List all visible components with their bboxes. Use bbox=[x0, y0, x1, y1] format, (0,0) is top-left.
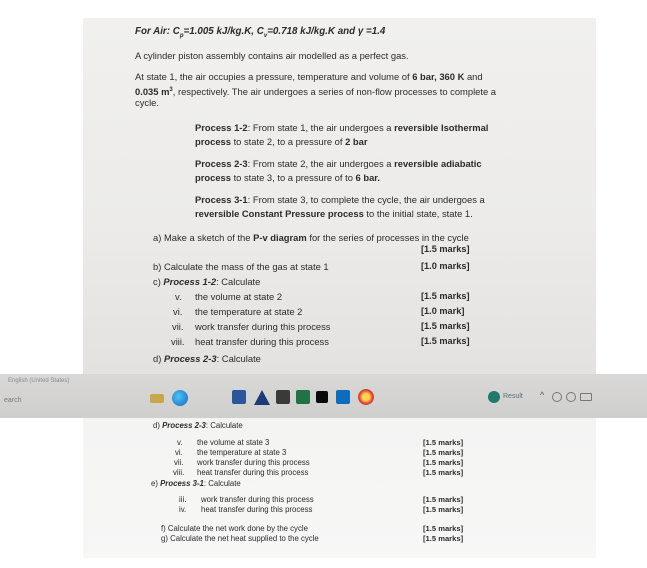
d-item-num: vii. bbox=[174, 458, 184, 467]
e-item-marks: [1.5 marks] bbox=[423, 505, 464, 514]
lower-d-label: d) bbox=[153, 421, 163, 430]
volume-icon[interactable] bbox=[566, 392, 576, 402]
question-c-label: c) bbox=[153, 276, 164, 287]
process-3-1-line-1 bbox=[195, 194, 485, 206]
c-item-num: v. bbox=[175, 291, 182, 302]
lower-document-photo bbox=[83, 418, 596, 558]
lower-e-process: Process 3-1 bbox=[160, 479, 204, 488]
process-1-2-pressure: 2 bar bbox=[345, 136, 368, 147]
question-c-process: Process 1-2 bbox=[163, 276, 217, 287]
d-item-text: the volume at state 3 bbox=[197, 438, 270, 447]
c-item-text: the temperature at state 2 bbox=[195, 306, 303, 317]
c-item-num: viii. bbox=[171, 336, 185, 347]
d-item-num: viii. bbox=[173, 468, 185, 477]
e-item-text: heat transfer during this process bbox=[201, 505, 313, 514]
d-item-marks: [1.5 marks] bbox=[423, 438, 464, 447]
question-f-marks: [1.5 marks] bbox=[423, 524, 464, 533]
c-item-marks: [1.5 marks] bbox=[421, 336, 470, 346]
store-icon[interactable] bbox=[276, 390, 290, 404]
lower-e-rest: : Calculate bbox=[203, 479, 241, 488]
e-item-num: iii. bbox=[179, 495, 187, 504]
process-2-3-line-2 bbox=[195, 172, 380, 184]
for-air-label: For Air: bbox=[135, 26, 171, 37]
process-3-1-title: Process 3-1 bbox=[195, 194, 248, 205]
battery-icon[interactable] bbox=[580, 393, 592, 401]
question-c-rest: : Calculate bbox=[216, 276, 261, 287]
process-1-2-text-2: to state 2, to a pressure of bbox=[230, 136, 346, 147]
c-item-num: vi. bbox=[173, 306, 183, 317]
d-item-marks: [1.5 marks] bbox=[423, 468, 464, 477]
e-item-marks: [1.5 marks] bbox=[423, 495, 464, 504]
c-item-marks: [1.0 mark] bbox=[421, 306, 465, 316]
state-text: At state 1, the air occupies a pressure, temperature and volume of bbox=[135, 71, 413, 82]
windows-taskbar bbox=[0, 374, 647, 418]
question-f: f) Calculate the net work done by the cycle bbox=[161, 524, 308, 533]
process-3-1-text-2: to the initial state, state 1. bbox=[363, 208, 473, 219]
state-line-3: cycle. bbox=[135, 97, 159, 108]
d-item-marks: [1.5 marks] bbox=[423, 458, 464, 467]
process-1-2-line-2 bbox=[195, 136, 368, 148]
process-3-1-type: reversible Constant Pressure process bbox=[195, 208, 364, 219]
process-1-2-title: Process 1-2 bbox=[195, 122, 248, 133]
question-a-text: a) Make a sketch of the bbox=[153, 232, 254, 243]
d-item-num: vi. bbox=[175, 448, 183, 457]
mail-icon[interactable] bbox=[336, 390, 350, 404]
terminal-icon[interactable] bbox=[316, 391, 328, 403]
process-2-3-line-1 bbox=[195, 158, 482, 170]
question-d bbox=[153, 353, 261, 365]
process-3-1-text: : From state 3, to complete the cycle, the air undergoes a bbox=[247, 194, 485, 205]
process-word: process bbox=[195, 172, 231, 183]
cp-value: =1.005 kJ/kg.K, bbox=[183, 26, 255, 37]
d-item-marks: [1.5 marks] bbox=[423, 448, 464, 457]
lower-question-e bbox=[151, 479, 241, 489]
d-item-text: heat transfer during this process bbox=[197, 468, 309, 477]
state-text-2: , respectively. The air undergoes a series of non-flow processes to complete a bbox=[172, 86, 497, 98]
tray-chevron-icon[interactable]: ^ bbox=[540, 390, 545, 400]
question-a bbox=[153, 232, 469, 244]
state-text-and: and bbox=[464, 71, 483, 82]
c-item-marks: [1.5 marks] bbox=[421, 291, 470, 301]
volume-value: 0.035 m bbox=[135, 86, 170, 98]
state-line-1 bbox=[135, 71, 483, 83]
cv-gamma-value: =0.718 kJ/kg.K and γ =1.4 bbox=[267, 26, 386, 37]
process-2-3-pressure: 6 bar. bbox=[355, 172, 381, 183]
pdf-reader-icon[interactable] bbox=[254, 390, 270, 405]
edge-browser-icon[interactable] bbox=[172, 390, 188, 406]
process-2-3-text-2: to state 3, to a pressure of to bbox=[230, 172, 356, 183]
word-icon[interactable] bbox=[232, 390, 246, 404]
search-box[interactable]: earch bbox=[4, 397, 22, 404]
question-d-process: Process 2-3 bbox=[163, 353, 217, 364]
c-item-marks: [1.5 marks] bbox=[421, 321, 470, 331]
e-item-num: iv. bbox=[179, 505, 187, 514]
state-line-2: 0.035 $m^3$, respectively. The air undergoes a series of non-flow processes to complete a bbox=[135, 86, 497, 98]
e-item-text: work transfer during this process bbox=[201, 495, 314, 504]
lower-e-label: e) bbox=[151, 479, 161, 488]
excel-icon[interactable] bbox=[296, 390, 310, 404]
air-properties-header: For Air: $C_p=1.005$ kJ/kg.K, $C_v=0.718$ kJ/kg.K and γ =1.4 bbox=[135, 26, 386, 39]
c-item-text: heat transfer during this process bbox=[195, 336, 329, 347]
question-g: g) Calculate the net heat supplied to the cycle bbox=[161, 534, 319, 543]
c-item-num: vii. bbox=[172, 321, 184, 332]
process-1-2-line-1 bbox=[195, 122, 488, 134]
upper-document-photo bbox=[83, 18, 596, 390]
d-item-text: the temperature at state 3 bbox=[197, 448, 287, 457]
question-g-marks: [1.5 marks] bbox=[423, 534, 464, 543]
question-d-label: d) bbox=[153, 353, 164, 364]
d-item-num: v. bbox=[177, 438, 183, 447]
c-item-text: work transfer during this process bbox=[195, 321, 331, 332]
process-word: process bbox=[195, 136, 231, 147]
pv-diagram-label: P-v diagram bbox=[253, 232, 307, 243]
c-item-text: the volume at state 2 bbox=[195, 291, 283, 302]
lower-d-process: Process 2-3 bbox=[162, 421, 206, 430]
question-b: b) Calculate the mass of the gas at state 1 bbox=[153, 261, 329, 272]
question-d-rest: : Calculate bbox=[216, 353, 261, 364]
intro-text: A cylinder piston assembly contains air modelled as a perfect gas. bbox=[135, 50, 409, 61]
chrome-icon[interactable] bbox=[358, 389, 374, 405]
lower-d-rest: : Calculate bbox=[205, 421, 243, 430]
network-icon[interactable] bbox=[552, 392, 562, 402]
lower-question-d bbox=[153, 421, 243, 431]
process-2-3-text: : From state 2, the air undergoes a bbox=[247, 158, 395, 169]
process-2-3-type: reversible adiabatic bbox=[394, 158, 482, 169]
question-a-rest: for the series of processes in the cycle bbox=[306, 232, 469, 243]
process-2-3-title: Process 2-3 bbox=[195, 158, 248, 169]
question-b-marks: [1.0 marks] bbox=[421, 261, 470, 271]
state-values: 6 bar, 360 K bbox=[412, 71, 465, 82]
process-3-1-line-2 bbox=[195, 208, 473, 220]
question-a-marks: [1.5 marks] bbox=[421, 244, 470, 254]
question-c bbox=[153, 276, 260, 288]
result-label: Result bbox=[503, 393, 523, 400]
file-explorer-icon[interactable] bbox=[150, 394, 164, 403]
d-item-text: work transfer during this process bbox=[197, 458, 310, 467]
language-indicator: English (United States) bbox=[8, 378, 70, 384]
process-1-2-type: reversible Isothermal bbox=[394, 122, 489, 133]
result-icon bbox=[488, 391, 500, 403]
process-1-2-text: : From state 1, the air undergoes a bbox=[247, 122, 395, 133]
